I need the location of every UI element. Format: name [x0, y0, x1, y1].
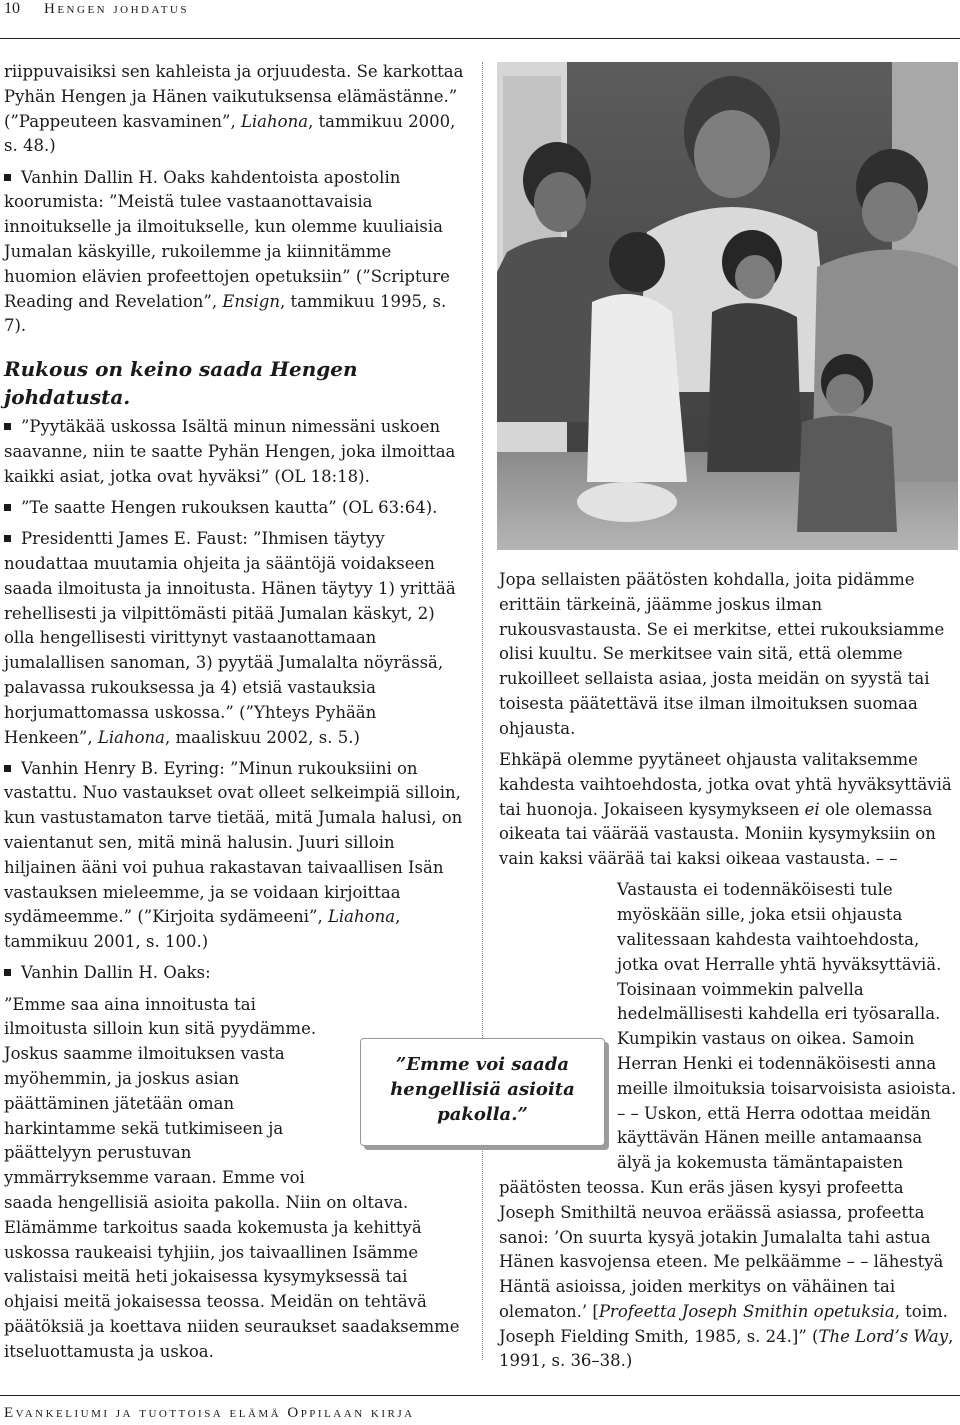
paragraph: Vastausta ei todennäköisesti tule myöskään sille, joka etsii ohjausta valitessaan kahdesta vaihtoehdosta, jotka ovat Herralle yhtä hyväksyttäviä. Toisinaan voimmekin palvella hedelmällisesti kahdella eri työsaralla. Kumpikin vastaus on oikea. Samoin Herran Henki ei todennäköisesti anna meille ilmoituksia toisarvoisista asioista. – – Uskon, että Herra odottaa meidän käyttävän Hänen meille antamaansa älyä ja kokemusta tämäntapaisten päätösten teossa. Kun eräs jäsen kysyi profeetta Joseph Smithiltä neuvoa eräässä asiassa, profeetta sanoi: ’On suurta kysyä jotakin Jumalalta tahi astua Hänen kasvojensa eteen. Me pelkäämme – – lähestyä Häntä asioissa, joiden merkitys on vähäinen tai olematon.’ [Profeetta Joseph Smithin opetuksia, toim. Joseph Fielding Smith, 1985, s. 24.]” (The Lord’s Way, 1991, s. 36–38.): [499, 880, 957, 1371]
page-number: 10: [4, 0, 20, 17]
pull-quote: ”Emme voi saada hengellisiä asioita pakolla.”: [360, 1038, 605, 1146]
bullet-paragraph: ”Pyytäkää uskossa Isältä minun nimessäni uskoen saavanne, niin te saatte Pyhän Hengen, joka ilmoittaa kaikki asiat, jotka ovat hyväksi” (OL 18:18).: [4, 415, 466, 489]
header-rule: [0, 38, 960, 39]
column-divider: [482, 62, 483, 1360]
bullet-paragraph: Vanhin Dallin H. Oaks kahdentoista apostolin koorumista: ”Meistä tulee vastaanottavaisia innoitukselle ja ilmoitukselle, kun olemme kuuliaisia Jumalan käskyille, rukoilemme ja kiinnitämme huomion elävien profeettojen opetuksiin” (”Scripture Reading and Revelation”, Ensign, tammikuu 1995, s. 7).: [4, 166, 466, 340]
left-column: [4, 60, 466, 1371]
paragraph: riippuvaisiksi sen kahleista ja orjuudesta. Se karkottaa Pyhän Hengen ja Hänen vaikutuksensa elämästänne.” (”Pappeuteen kasvaminen”, Liahona, tammikuu 2000, s. 48.): [4, 62, 464, 156]
bullet-paragraph: Vanhin Dallin H. Oaks:: [4, 961, 466, 986]
bullet-paragraph: Vanhin Henry B. Eyring: ”Minun rukouksiini on vastattu. Nuo vastaukset ovat olleet selkeimpiä silloin, kun vastustamaton tarve tietää, mitä Jumala halusi, on vaientanut sen, mitä minä halusin. Juuri silloin hiljainen ääni voi puhua rakastavan taivaallisen Isän vastauksen mieleemme, ja se voidaan kirjoittaa sydämeemme.” (”Kirjoita sydämeeni”, Liahona, tammikuu 2001, s. 100.): [4, 757, 466, 955]
right-column: [499, 568, 957, 1381]
running-foot: Evankeliumi ja tuottoisa elämä Oppilaan kirja: [4, 1405, 415, 1421]
bullet-paragraph: Presidentti James E. Faust: ”Ihmisen täytyy noudattaa muutamia ohjeita ja sääntöjä voidakseen saada ilmoitusta ja innoitusta. Hänen täytyy 1) yrittää rehellisesti ja vilpittömästi pitää Jumalan käskyt, 2) olla hengellisesti virittynyt vastaanottamaan jumalallisen sanoman, 3) pyytää Jumalalta nöyrässä, palavassa rukouksessa ja 4) etsiä vastauksia horjumattomassa uskossa.” (”Yhteys Pyhään Henkeen”, Liahona, maaliskuu 2002, s. 5.): [4, 527, 466, 750]
running-head: Hengen johdatus: [44, 1, 189, 17]
footer-rule: [0, 1395, 960, 1396]
paragraph: Ehkäpä olemme pyytäneet ohjausta valitaksemme kahdesta vaihtoehdosta, jotka ovat yhtä hyväksyttäviä tai huonoja. Jokaiseen kysymykseen ei ole olemassa oikeata tai väärää vastausta. Moniin kysymyksiin on vain kaksi väärää tai kaksi oikeaa vastausta. – –: [499, 749, 952, 869]
section-heading: Rukous on keino saada Hengen johdatusta.: [4, 357, 358, 410]
paragraph: Jopa sellaisten päätösten kohdalla, joita pidämme erittäin tärkeinä, jäämme joskus ilman rukousvastausta. Se ei merkitse, ettei rukouksiamme olisi kuultu. Se merkitsee vain sitä, että olemme rukoilleet sellaista asiaa, josta meidän on syystä tai toisesta päätettävä itse ilman ilmoituksen suomaa ohjausta.: [499, 570, 945, 738]
bullet-paragraph: ”Te saatte Hengen rukouksen kautta” (OL 63:64).: [4, 496, 466, 521]
quote-paragraph: ”Emme saa aina innoitusta tai ilmoitusta silloin kun sitä pyydämme. Joskus saamme ilmoituksen vasta myöhemmin, ja joskus asian päättäminen jätetään oman harkintamme sekä tutkimiseen ja päättelyyn perustuvan ymmärryksemme varaan. Emme voi saada hengellisiä asioita pakolla. Niin on oltava. Elämämme tarkoitus saada kokemusta ja kehittyä uskossa raukeaisi tyhjiin, jos taivaallinen Isämme valistaisi meitä heti jokaisessa kysymyksessä tai ohjaisi meitä jokaisessa teossa. Meidän on tehtävä päätöksiä ja koettava niiden seuraukset saadaksemme itseluottamusta ja uskoa.: [4, 994, 460, 1361]
family-kneeling-in-prayer-photo: [497, 62, 958, 550]
